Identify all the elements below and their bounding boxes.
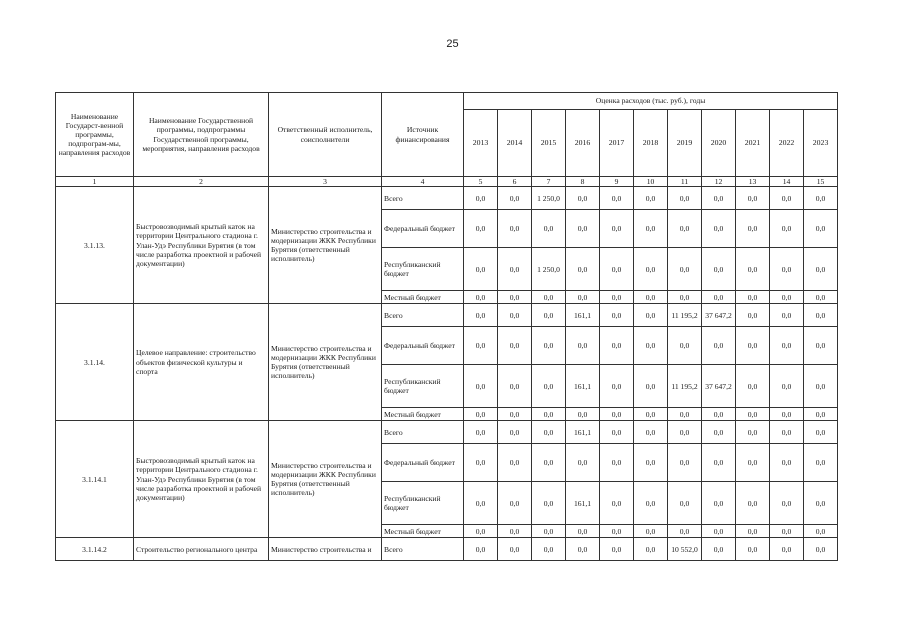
year-header: 2020 bbox=[702, 110, 736, 177]
expenditure-value: 0,0 bbox=[498, 538, 532, 561]
expenditure-value: 0,0 bbox=[532, 365, 566, 408]
expenditure-value: 0,0 bbox=[702, 482, 736, 525]
column-number: 9 bbox=[600, 177, 634, 187]
expenditure-value: 0,0 bbox=[804, 187, 838, 210]
expenditure-value: 0,0 bbox=[736, 248, 770, 291]
expenditure-value: 0,0 bbox=[804, 291, 838, 304]
column-number: 11 bbox=[668, 177, 702, 187]
expenditure-value: 0,0 bbox=[532, 538, 566, 561]
item-executor: Министерство строительства и модернизации ЖКК Республики Бурятия (ответственный исполнитель) bbox=[269, 304, 382, 421]
expenditure-value: 0,0 bbox=[736, 327, 770, 365]
table-row bbox=[56, 421, 838, 444]
expenditure-value: 0,0 bbox=[464, 187, 498, 210]
expenditure-value: 0,0 bbox=[668, 525, 702, 538]
expenditure-value: 0,0 bbox=[600, 187, 634, 210]
expenditure-value: 0,0 bbox=[736, 210, 770, 248]
expenditure-value: 0,0 bbox=[600, 304, 634, 327]
table-row bbox=[56, 538, 838, 561]
funding-source: Федеральный бюджет bbox=[382, 210, 464, 248]
expenditure-value: 11 195,2 bbox=[668, 365, 702, 408]
expenditure-value: 0,0 bbox=[702, 327, 736, 365]
expenditure-value: 0,0 bbox=[668, 248, 702, 291]
year-header: 2014 bbox=[498, 110, 532, 177]
expenditure-value: 0,0 bbox=[566, 210, 600, 248]
expenditure-value: 0,0 bbox=[532, 291, 566, 304]
year-header: 2019 bbox=[668, 110, 702, 177]
expenditure-value: 0,0 bbox=[566, 248, 600, 291]
expenditure-value: 0,0 bbox=[736, 291, 770, 304]
expenditure-value: 0,0 bbox=[464, 210, 498, 248]
item-code: 3.1.14. bbox=[56, 304, 134, 421]
expenditure-value: 0,0 bbox=[804, 304, 838, 327]
expenditure-value: 0,0 bbox=[804, 248, 838, 291]
expenditure-value: 0,0 bbox=[498, 365, 532, 408]
expenditure-value: 0,0 bbox=[566, 327, 600, 365]
expenditure-value: 0,0 bbox=[566, 525, 600, 538]
expenditure-value: 10 552,0 bbox=[668, 538, 702, 561]
expenditure-value: 0,0 bbox=[600, 248, 634, 291]
item-code: 3.1.14.1 bbox=[56, 421, 134, 538]
expenditure-value: 0,0 bbox=[532, 304, 566, 327]
expenditure-value: 37 647,2 bbox=[702, 304, 736, 327]
column-numbers-row bbox=[56, 177, 838, 187]
expenditure-value: 0,0 bbox=[498, 444, 532, 482]
funding-source: Федеральный бюджет bbox=[382, 444, 464, 482]
page-number: 25 bbox=[446, 38, 459, 50]
expenditure-value: 0,0 bbox=[566, 444, 600, 482]
expenditure-value: 0,0 bbox=[600, 365, 634, 408]
year-header: 2023 bbox=[804, 110, 838, 177]
expenditure-value: 0,0 bbox=[770, 304, 804, 327]
header-program: Наименование Государст-венной программы, подпрограм-мы, направления расходов bbox=[56, 93, 134, 177]
expenditure-value: 0,0 bbox=[600, 291, 634, 304]
year-header: 2015 bbox=[532, 110, 566, 177]
expenditure-value: 0,0 bbox=[668, 421, 702, 444]
year-header: 2016 bbox=[566, 110, 600, 177]
expenditure-value: 0,0 bbox=[804, 421, 838, 444]
item-name: Быстровозводимый крытый каток на территории Центрального стадиона г. Улан-Удэ Республики Бурятия (в том числе разработка проектной и рабочей документации) bbox=[134, 187, 269, 304]
expenditure-value: 1 250,0 bbox=[532, 248, 566, 291]
funding-source: Всего bbox=[382, 421, 464, 444]
expenditure-value: 0,0 bbox=[464, 248, 498, 291]
funding-source: Республиканский бюджет bbox=[382, 365, 464, 408]
expenditure-value: 0,0 bbox=[498, 482, 532, 525]
expenditure-value: 0,0 bbox=[668, 210, 702, 248]
expenditure-value: 0,0 bbox=[566, 291, 600, 304]
expenditure-value: 0,0 bbox=[770, 187, 804, 210]
expenditure-value: 0,0 bbox=[532, 421, 566, 444]
expenditure-value: 0,0 bbox=[702, 408, 736, 421]
expenditure-value: 0,0 bbox=[600, 444, 634, 482]
expenditure-value: 0,0 bbox=[498, 421, 532, 444]
item-code: 3.1.14.2 bbox=[56, 538, 134, 561]
expenditure-value: 0,0 bbox=[532, 482, 566, 525]
expenditure-value: 0,0 bbox=[464, 327, 498, 365]
expenditure-value: 161,1 bbox=[566, 421, 600, 444]
expenditure-value: 0,0 bbox=[634, 482, 668, 525]
expenditure-value: 0,0 bbox=[634, 365, 668, 408]
expenditure-value: 0,0 bbox=[702, 248, 736, 291]
expenditure-value: 0,0 bbox=[600, 482, 634, 525]
column-number: 6 bbox=[498, 177, 532, 187]
expenditure-value: 0,0 bbox=[770, 538, 804, 561]
expenditure-value: 0,0 bbox=[736, 482, 770, 525]
expenditure-value: 0,0 bbox=[770, 408, 804, 421]
expenditure-value: 0,0 bbox=[464, 538, 498, 561]
expenditure-value: 0,0 bbox=[770, 525, 804, 538]
funding-source: Федеральный бюджет bbox=[382, 327, 464, 365]
expenditure-value: 0,0 bbox=[532, 525, 566, 538]
expenditure-value: 0,0 bbox=[464, 304, 498, 327]
expenditure-value: 0,0 bbox=[668, 187, 702, 210]
expenditure-value: 0,0 bbox=[634, 327, 668, 365]
funding-source: Республиканский бюджет bbox=[382, 482, 464, 525]
expenditure-value: 37 647,2 bbox=[702, 365, 736, 408]
expenditure-value: 0,0 bbox=[498, 210, 532, 248]
funding-source: Всего bbox=[382, 187, 464, 210]
expenditure-value: 0,0 bbox=[702, 291, 736, 304]
header-name: Наименование Государственной программы, подпрограммы Государственной программы, мероприятия, направления расходов bbox=[134, 93, 269, 177]
expenditure-value: 0,0 bbox=[804, 408, 838, 421]
expenditure-value: 0,0 bbox=[498, 248, 532, 291]
expenditure-value: 0,0 bbox=[498, 291, 532, 304]
funding-source: Местный бюджет bbox=[382, 525, 464, 538]
column-number: 14 bbox=[770, 177, 804, 187]
expenditure-value: 0,0 bbox=[634, 248, 668, 291]
column-number: 2 bbox=[134, 177, 269, 187]
expenditure-value: 0,0 bbox=[770, 248, 804, 291]
expenditure-table bbox=[55, 92, 838, 561]
year-header: 2017 bbox=[600, 110, 634, 177]
expenditure-value: 0,0 bbox=[634, 210, 668, 248]
column-number: 7 bbox=[532, 177, 566, 187]
expenditure-value: 0,0 bbox=[464, 421, 498, 444]
year-header: 2018 bbox=[634, 110, 668, 177]
expenditure-value: 0,0 bbox=[770, 291, 804, 304]
expenditure-value: 0,0 bbox=[498, 408, 532, 421]
expenditure-value: 0,0 bbox=[702, 538, 736, 561]
expenditure-value: 0,0 bbox=[600, 525, 634, 538]
funding-source: Республиканский бюджет bbox=[382, 248, 464, 291]
expenditure-value: 0,0 bbox=[770, 482, 804, 525]
expenditure-value: 0,0 bbox=[770, 365, 804, 408]
expenditure-value: 0,0 bbox=[736, 444, 770, 482]
column-number: 5 bbox=[464, 177, 498, 187]
expenditure-value: 0,0 bbox=[804, 444, 838, 482]
expenditure-value: 0,0 bbox=[702, 421, 736, 444]
funding-source: Всего bbox=[382, 538, 464, 561]
expenditure-value: 0,0 bbox=[804, 365, 838, 408]
expenditure-value: 0,0 bbox=[736, 365, 770, 408]
expenditure-value: 0,0 bbox=[804, 482, 838, 525]
item-executor: Министерство строительства и модернизации ЖКК Республики Бурятия (ответственный исполнитель) bbox=[269, 187, 382, 304]
expenditure-value: 0,0 bbox=[702, 444, 736, 482]
item-executor: Министерство строительства и bbox=[269, 538, 382, 561]
expenditure-value: 0,0 bbox=[532, 444, 566, 482]
expenditure-value: 161,1 bbox=[566, 365, 600, 408]
expenditure-value: 0,0 bbox=[498, 525, 532, 538]
expenditure-value: 0,0 bbox=[566, 187, 600, 210]
expenditure-value: 0,0 bbox=[600, 327, 634, 365]
column-number: 3 bbox=[269, 177, 382, 187]
expenditure-value: 0,0 bbox=[668, 408, 702, 421]
expenditure-value: 0,0 bbox=[498, 304, 532, 327]
expenditure-value: 0,0 bbox=[532, 408, 566, 421]
expenditure-value: 0,0 bbox=[634, 408, 668, 421]
expenditure-value: 161,1 bbox=[566, 482, 600, 525]
expenditure-value: 0,0 bbox=[464, 365, 498, 408]
year-header: 2022 bbox=[770, 110, 804, 177]
expenditure-value: 0,0 bbox=[566, 538, 600, 561]
expenditure-value: 0,0 bbox=[600, 538, 634, 561]
table-row bbox=[56, 304, 838, 327]
expenditure-value: 0,0 bbox=[464, 444, 498, 482]
expenditure-value: 0,0 bbox=[532, 210, 566, 248]
expenditure-value: 0,0 bbox=[532, 327, 566, 365]
expenditure-value: 0,0 bbox=[668, 444, 702, 482]
column-number: 15 bbox=[804, 177, 838, 187]
column-number: 1 bbox=[56, 177, 134, 187]
header-source: Источник финансирования bbox=[382, 93, 464, 177]
expenditure-value: 0,0 bbox=[600, 210, 634, 248]
item-name: Целевое направление: строительство объектов физической культуры и спорта bbox=[134, 304, 269, 421]
expenditure-value: 0,0 bbox=[634, 538, 668, 561]
expenditure-value: 0,0 bbox=[736, 304, 770, 327]
expenditure-value: 0,0 bbox=[668, 291, 702, 304]
expenditure-value: 0,0 bbox=[464, 291, 498, 304]
expenditure-value: 0,0 bbox=[634, 304, 668, 327]
item-name: Строительство регионального центра bbox=[134, 538, 269, 561]
expenditure-value: 0,0 bbox=[498, 327, 532, 365]
expenditure-value: 0,0 bbox=[804, 525, 838, 538]
expenditure-value: 0,0 bbox=[464, 408, 498, 421]
item-name: Быстровозводимый крытый каток на территории Центрального стадиона г. Улан-Удэ Республики Бурятия (в том числе разработка проектной и рабочей документации) bbox=[134, 421, 269, 538]
header-executor: Ответственный исполнитель, соисполнители bbox=[269, 93, 382, 177]
expenditure-value: 0,0 bbox=[770, 327, 804, 365]
table-row bbox=[56, 187, 838, 210]
expenditure-value: 0,0 bbox=[770, 210, 804, 248]
expenditure-value: 0,0 bbox=[770, 421, 804, 444]
item-code: 3.1.13. bbox=[56, 187, 134, 304]
expenditure-value: 0,0 bbox=[736, 421, 770, 444]
funding-source: Местный бюджет bbox=[382, 408, 464, 421]
expenditure-value: 0,0 bbox=[702, 525, 736, 538]
expenditure-value: 0,0 bbox=[736, 538, 770, 561]
expenditure-value: 0,0 bbox=[702, 187, 736, 210]
year-header: 2013 bbox=[464, 110, 498, 177]
expenditure-value: 0,0 bbox=[736, 187, 770, 210]
expenditure-value: 0,0 bbox=[634, 187, 668, 210]
expenditure-value: 0,0 bbox=[634, 525, 668, 538]
expenditure-value: 0,0 bbox=[736, 525, 770, 538]
funding-source: Местный бюджет bbox=[382, 291, 464, 304]
expenditure-value: 161,1 bbox=[566, 304, 600, 327]
expenditure-value: 0,0 bbox=[668, 327, 702, 365]
expenditure-value: 11 195,2 bbox=[668, 304, 702, 327]
expenditure-value: 0,0 bbox=[600, 421, 634, 444]
expenditure-value: 0,0 bbox=[464, 525, 498, 538]
expenditure-value: 0,0 bbox=[804, 538, 838, 561]
column-number: 4 bbox=[382, 177, 464, 187]
expenditure-value: 0,0 bbox=[634, 291, 668, 304]
item-executor: Министерство строительства и модернизации ЖКК Республики Бурятия (ответственный исполнитель) bbox=[269, 421, 382, 538]
expenditure-value: 0,0 bbox=[498, 187, 532, 210]
column-number: 12 bbox=[702, 177, 736, 187]
funding-source: Всего bbox=[382, 304, 464, 327]
expenditure-value: 0,0 bbox=[634, 444, 668, 482]
header-estimate: Оценка расходов (тыс. руб.), годы bbox=[464, 93, 838, 110]
expenditure-value: 0,0 bbox=[668, 482, 702, 525]
expenditure-value: 0,0 bbox=[566, 408, 600, 421]
expenditure-value: 1 250,0 bbox=[532, 187, 566, 210]
expenditure-value: 0,0 bbox=[702, 210, 736, 248]
expenditure-value: 0,0 bbox=[804, 327, 838, 365]
expenditure-value: 0,0 bbox=[634, 421, 668, 444]
column-number: 8 bbox=[566, 177, 600, 187]
year-header: 2021 bbox=[736, 110, 770, 177]
expenditure-value: 0,0 bbox=[770, 444, 804, 482]
expenditure-value: 0,0 bbox=[804, 210, 838, 248]
column-number: 13 bbox=[736, 177, 770, 187]
expenditure-value: 0,0 bbox=[464, 482, 498, 525]
expenditure-value: 0,0 bbox=[600, 408, 634, 421]
expenditure-value: 0,0 bbox=[736, 408, 770, 421]
column-number: 10 bbox=[634, 177, 668, 187]
